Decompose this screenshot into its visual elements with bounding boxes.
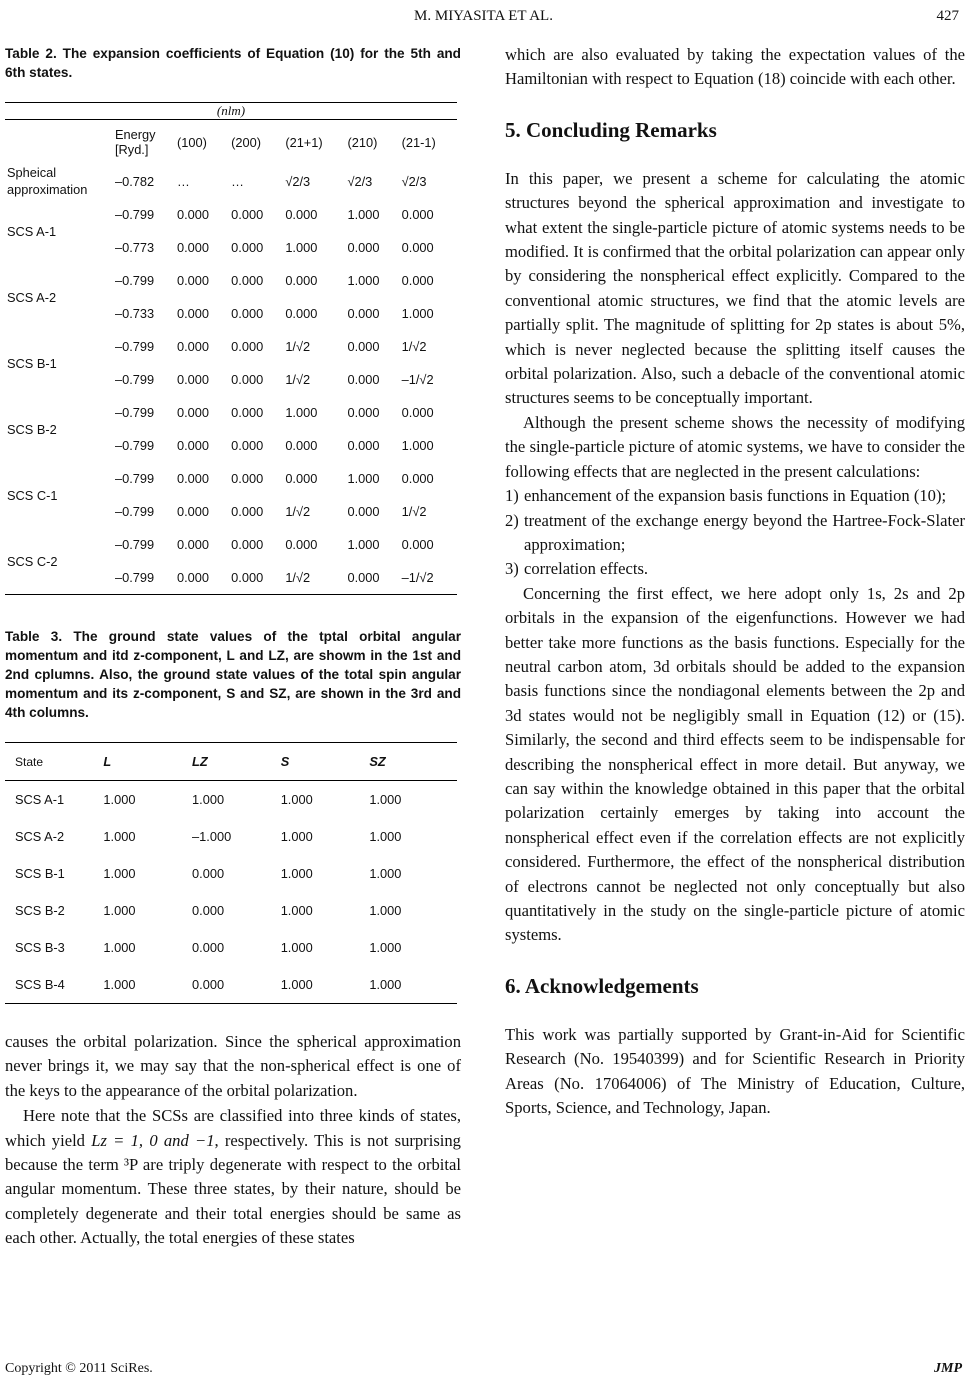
- section-6-heading: 6. Acknowledgements: [505, 973, 699, 998]
- list-item-number: 2): [505, 510, 519, 530]
- table3-cell: SCS B-4: [15, 977, 65, 992]
- table2-cell: 1.000: [401, 306, 434, 321]
- table2-cell: 1.000: [401, 438, 434, 453]
- table2-cell: 0.000: [347, 339, 380, 354]
- table3-cell: 1.000: [103, 940, 136, 955]
- effects-list: [505, 484, 965, 582]
- table3-cell: 1.000: [103, 866, 136, 881]
- table2-cell: 0.000: [347, 240, 380, 255]
- table3-cell: 1.000: [280, 977, 313, 992]
- table2-cell: –1/√2: [401, 570, 434, 585]
- table2-cell: 0.000: [401, 273, 434, 288]
- section-5-heading: 5. Concluding Remarks: [505, 117, 717, 142]
- table3-col-header: S: [280, 754, 290, 769]
- table2-cell: 0.000: [177, 372, 210, 387]
- table3-col-header: L: [103, 754, 112, 769]
- table2-row: [5, 264, 457, 297]
- lz-formula: Lz = 1, 0 and −1: [91, 1130, 215, 1150]
- table3-col-header: LZ: [192, 754, 208, 769]
- table2-cell: 0.000: [231, 273, 264, 288]
- list-item-number: 1): [505, 486, 519, 506]
- table3-cell: 1.000: [280, 792, 313, 807]
- table2-cell: 1.000: [285, 405, 318, 420]
- table2-cell: 0.000: [347, 438, 380, 453]
- table3-cell: 1.000: [103, 903, 136, 918]
- table2-cell: 1/√2: [285, 372, 311, 387]
- table2-cell: –1/√2: [401, 372, 434, 387]
- table3-cell: 1.000: [103, 829, 136, 844]
- table2-cell: 0.000: [177, 504, 210, 519]
- table2-cell: 0.000: [285, 273, 318, 288]
- table2-cell: 0.000: [177, 570, 210, 585]
- table3-col-header: State: [15, 754, 44, 769]
- table2-row: [5, 396, 457, 429]
- table2-cell: 0.000: [177, 273, 210, 288]
- table2-cell: 0.000: [177, 438, 210, 453]
- right-column: [505, 43, 965, 1120]
- footer: [5, 1361, 962, 1377]
- table2-cell: –0.799: [115, 273, 155, 288]
- table2-cell: 0.000: [231, 207, 264, 222]
- table2-group-header: (nlm): [5, 103, 457, 120]
- table2-cell: 0.000: [347, 405, 380, 420]
- table2-cell: √2/3: [285, 173, 311, 189]
- left-paragraph-2: [5, 1104, 461, 1250]
- table2-row-label: Spheical approximation: [7, 165, 88, 197]
- table2-cell: …: [231, 173, 244, 189]
- table2-cell: 0.000: [177, 306, 210, 321]
- table3-cell: 1.000: [369, 940, 402, 955]
- table2-row-label: SCS B-2: [7, 421, 57, 437]
- list-item: [505, 557, 965, 581]
- table2-cell: 0.000: [401, 207, 434, 222]
- table3-header-row: [5, 743, 457, 781]
- table2-cell: –0.799: [115, 504, 155, 519]
- table2-cell: 0.000: [347, 504, 380, 519]
- page-number: 427: [936, 8, 959, 24]
- table2-row: [5, 164, 457, 198]
- table3-cell: SCS A-1: [15, 792, 65, 807]
- table2-cell: 0.000: [401, 537, 434, 552]
- table3: [5, 742, 457, 1004]
- list-item-text: correlation effects.: [524, 559, 649, 579]
- table2-cell: 0.000: [347, 372, 380, 387]
- table3-cell: SCS A-2: [15, 829, 65, 844]
- right-paragraph-2: Although the present scheme shows the necessity of modifying the single-particle picture of atomic systems, we have to consider the following effects that are neglected in the present calculations:: [505, 412, 965, 481]
- table2-cell: 0.000: [347, 306, 380, 321]
- table2-cell: 0.000: [231, 537, 264, 552]
- table2-cell: 0.000: [231, 438, 264, 453]
- table2-cell: √2/3: [401, 173, 427, 189]
- table2-cell: 0.000: [401, 471, 434, 486]
- table2-cell: 0.000: [347, 570, 380, 585]
- left-paragraph-2b: , respectively. This is not surprising because the term ³P are triply degenerate with respect to the orbital angular momentum. These three states, by their nature, should be completely degenerate and their total energies should be same as each other. Actually, the total energies of these states: [5, 1130, 461, 1248]
- table3-cell: 1.000: [280, 829, 313, 844]
- table3-cell: 1.000: [103, 977, 136, 992]
- table3-cell: SCS B-3: [15, 940, 65, 955]
- table3-row: [5, 855, 457, 892]
- table3-cell: 0.000: [192, 903, 225, 918]
- table2-cell: 1/√2: [401, 504, 427, 519]
- table2-row-label: SCS C-2: [7, 553, 58, 569]
- table2-col-header: Energy [Ryd.]: [115, 127, 156, 157]
- table3-row: [5, 781, 457, 819]
- table2-cell: –0.799: [115, 438, 155, 453]
- table3-cell: 0.000: [192, 866, 225, 881]
- table2-cell: 0.000: [177, 240, 210, 255]
- table2-cell: 0.000: [285, 471, 318, 486]
- table2-row: [5, 462, 457, 495]
- table2-cell: –0.773: [115, 240, 155, 255]
- table2-cell: 0.000: [285, 438, 318, 453]
- table2-cell: –0.733: [115, 306, 155, 321]
- table3-cell: 1.000: [369, 977, 402, 992]
- table3-row: [5, 818, 457, 855]
- table2-cell: 0.000: [231, 339, 264, 354]
- table2-row-label: SCS A-1: [7, 223, 57, 239]
- list-item-number: 3): [505, 559, 519, 579]
- table2-cell: 0.000: [231, 504, 264, 519]
- table2: [5, 102, 457, 595]
- right-paragraph-1: In this paper, we present a scheme for calculating the atomic structures beyond the spherical approximation and investigate to what extent the single-particle picture of atomic systems needs to be modified. It is confirmed that the orbital polarization can appear only by considering the nonspherical effect explicitly. Compared to the conventional atomic structures, we find that the atomic levels are partially split. The magnitude of splitting for 2p states is about 5%, which is never neglected because the splitting itself causes the orbital polarization. Also, such a debacle of the conventional atomic structures seems to be conceptually important.: [505, 168, 965, 408]
- table3-cell: 1.000: [369, 792, 402, 807]
- table2-cell: –0.799: [115, 471, 155, 486]
- table2-cell: –0.799: [115, 405, 155, 420]
- table3-cell: SCS B-2: [15, 903, 65, 918]
- table2-cell: –0.799: [115, 537, 155, 552]
- table3-cell: 1.000: [369, 903, 402, 918]
- table3-cell: 1.000: [369, 829, 402, 844]
- table2-cell: –0.799: [115, 570, 155, 585]
- table3-row: [5, 892, 457, 929]
- table2-cell: 0.000: [285, 207, 318, 222]
- table2-cell: 0.000: [231, 372, 264, 387]
- table2-row-label: SCS B-1: [7, 355, 57, 371]
- table2-col-header: (200): [231, 134, 262, 150]
- table2-cell: 0.000: [231, 405, 264, 420]
- table2-row-label: SCS C-1: [7, 487, 58, 503]
- table2-cell: 0.000: [177, 537, 210, 552]
- table2-cell: 0.000: [285, 537, 318, 552]
- table2-cell: 1.000: [347, 273, 380, 288]
- table2-cell: 0.000: [177, 471, 210, 486]
- table3-cell: –1.000: [192, 829, 232, 844]
- table2-col-header: (100): [177, 134, 207, 150]
- header-title: M. MIYASITA ET AL.: [414, 8, 553, 24]
- footer-journal: JMP: [934, 1361, 962, 1376]
- footer-copyright: Copyright © 2011 SciRes.: [5, 1361, 153, 1376]
- left-column: [5, 44, 461, 1251]
- table2-cell: 0.000: [401, 240, 434, 255]
- table2-cell: 0.000: [231, 306, 264, 321]
- right-paragraph-3: Concerning the first effect, we here adopt only 1s, 2s and 2p orbitals in the expansion of the eigenfunctions. However we had better take more functions as the basis functions. Especially for the neutral carbon atom, 3d orbitals should be added to the expansion basis functions since the nondiagonal elements between the 2p and 3d states would not be negligibly small in Equation (12) or (15). Similarly, the second and third effects seem to be indispensable for describing the nonspherical effect in more detail. But anyway, we can say within the knowledge obtained in this paper that the orbital polarization certainly emerges by taking into account the nonspherical effect even if the correlation effects are not explicitly considered. Furthermore, the effect of the nonspherical distribution of electrons cannot be neglected not only conceptually but also quantitatively in the study on the single-particle picture of atomic systems.: [505, 583, 965, 945]
- table3-cell: 1.000: [280, 903, 313, 918]
- table3-cell: 1.000: [103, 792, 136, 807]
- table2-cell: –0.782: [115, 173, 155, 189]
- table2-cell: 0.000: [401, 405, 434, 420]
- table2-col-header: (21+1): [285, 134, 323, 150]
- table2-cell: 1.000: [347, 537, 380, 552]
- table3-cell: 1.000: [369, 866, 402, 881]
- table2-cell: 1.000: [347, 471, 380, 486]
- table2-cell: 0.000: [177, 207, 210, 222]
- table2-cell: 1.000: [347, 207, 380, 222]
- table2-cell: 1.000: [285, 240, 318, 255]
- table2-row: [5, 198, 457, 231]
- table2-cell: 1/√2: [285, 339, 311, 354]
- table2-row: [5, 330, 457, 363]
- right-paragraph-4: This work was partially supported by Grant-in-Aid for Scientific Research (No. 19540399) and for Scientific Research in Priority Areas (No. 17064006) of The Ministry of Education, Culture, Sports, Science, and Technology, Japan.: [505, 1024, 965, 1118]
- table2-cell: √2/3: [347, 173, 373, 189]
- table2-col-header: (21-1): [401, 134, 436, 150]
- table2-cell: 0.000: [177, 405, 210, 420]
- table2-cell: 0.000: [231, 471, 264, 486]
- left-paragraph-2a: Here note that the SCSs are classified into three kinds of states, which yield: [5, 1106, 461, 1150]
- left-paragraph-1: causes the orbital polarization. Since the spherical approximation never brings it, we may say that the non-spherical effect is one of the keys to the appearance of the orbital polarization.: [5, 1032, 461, 1100]
- list-item-text: treatment of the exchange energy beyond the Hartree-Fock-Slater approximation;: [524, 510, 965, 554]
- table2-cell: –0.799: [115, 372, 155, 387]
- table2-header-row: [5, 120, 457, 165]
- table2-col-header: (210): [347, 134, 378, 150]
- list-item: [505, 484, 965, 508]
- table3-caption: [5, 627, 461, 722]
- table3-row: [5, 966, 457, 1004]
- table2-row: [5, 528, 457, 561]
- table2-cell: –0.799: [115, 207, 155, 222]
- table3-col-header: SZ: [369, 754, 386, 769]
- table3-row: [5, 929, 457, 966]
- table2-cell: 1/√2: [285, 504, 311, 519]
- list-item: [505, 509, 965, 558]
- table3-cell: 1.000: [280, 866, 313, 881]
- table2-corner-cell: [5, 120, 113, 165]
- table3-cell: 0.000: [192, 940, 225, 955]
- table3-cell: 1.000: [192, 792, 225, 807]
- table3-cell: 1.000: [280, 940, 313, 955]
- table2-cell: 0.000: [285, 306, 318, 321]
- list-item-text: enhancement of the expansion basis functions in Equation (10);: [524, 486, 947, 506]
- table2-row-label: SCS A-2: [7, 289, 57, 305]
- table3-cell: SCS B-1: [15, 866, 65, 881]
- table2-cell: 0.000: [231, 570, 264, 585]
- table2-cell: 0.000: [231, 240, 264, 255]
- table3-cell: 0.000: [192, 977, 225, 992]
- table2-caption: Table 2. The expansion coefficients of Equation (10) for the 5th and 6th states.: [5, 46, 461, 80]
- right-paragraph-0: which are also evaluated by taking the expectation values of the Hamiltonian with respect to Equation (18) coincide with each other.: [505, 45, 965, 89]
- table2-cell: 1/√2: [285, 570, 311, 585]
- table2-cell: –0.799: [115, 339, 155, 354]
- table2-cell: …: [177, 173, 190, 189]
- table2-cell: 1/√2: [401, 339, 427, 354]
- table2-cell: 0.000: [177, 339, 210, 354]
- table3-caption-text: Table 3. The ground state values of the tptal orbital angular momentum and itd z-component, L and LZ, are showm in the 1st and 2nd cplumns. Also, the ground state values of the total spin angular momentum and its z-component, S and SZ, are shown in the 3rd and 4th columns.: [5, 629, 461, 720]
